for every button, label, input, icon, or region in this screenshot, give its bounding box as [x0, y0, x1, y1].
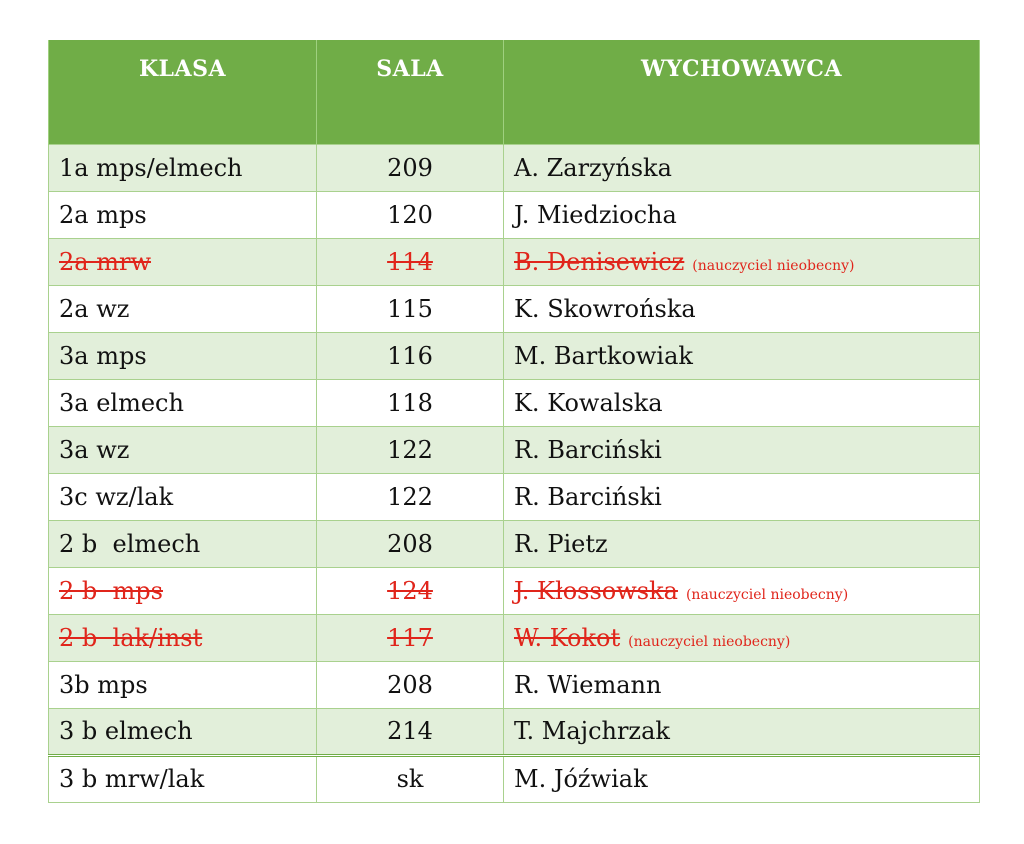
cell-wychowawca	[504, 144, 980, 191]
cell-wychowawca	[504, 379, 980, 426]
wychowawca-text: R. Barciński	[514, 435, 662, 464]
cell-klasa	[49, 473, 317, 520]
absence-note: (nauczyciel nieobecny)	[685, 586, 849, 603]
cell-wychowawca	[504, 567, 980, 614]
cell-wychowawca	[504, 661, 980, 708]
cell-sala	[317, 614, 504, 661]
sala-text: 208	[387, 529, 433, 558]
cell-klasa	[49, 144, 317, 191]
table-row	[49, 520, 980, 567]
klasa-text: 2a mps	[59, 200, 147, 229]
sala-text: 124	[387, 576, 433, 605]
table-row	[49, 285, 980, 332]
cell-klasa	[49, 755, 317, 802]
wychowawca-text: B. Denisewicz	[514, 247, 685, 276]
table-row	[49, 614, 980, 661]
table-row	[49, 661, 980, 708]
klasa-text: 3a mps	[59, 341, 147, 370]
klasa-text: 3 b mrw/lak	[59, 765, 205, 793]
table-row	[49, 379, 980, 426]
header-sala: SALA	[317, 40, 504, 144]
klasa-text: 3c wz/lak	[59, 482, 174, 511]
table-row	[49, 426, 980, 473]
cell-wychowawca	[504, 708, 980, 755]
wychowawca-text: M. Bartkowiak	[514, 341, 693, 370]
wychowawca-text: A. Zarzyńska	[514, 153, 672, 182]
klasa-text: 3a elmech	[59, 388, 184, 417]
cell-wychowawca	[504, 426, 980, 473]
wychowawca-text: R. Pietz	[514, 529, 608, 558]
sala-text: sk	[396, 765, 424, 793]
table-row	[49, 238, 980, 285]
sala-text: 120	[387, 200, 433, 229]
cell-klasa	[49, 379, 317, 426]
cell-klasa	[49, 332, 317, 379]
cell-wychowawca	[504, 520, 980, 567]
table-row	[49, 473, 980, 520]
cell-sala	[317, 567, 504, 614]
cell-sala	[317, 285, 504, 332]
wychowawca-text: J. Miedziocha	[514, 200, 677, 229]
sala-text: 117	[387, 623, 433, 652]
cell-wychowawca	[504, 191, 980, 238]
cell-sala	[317, 473, 504, 520]
cell-sala	[317, 144, 504, 191]
wychowawca-text: M. Jóźwiak	[514, 765, 648, 793]
wychowawca-text: R. Barciński	[514, 482, 662, 511]
sala-text: 122	[387, 482, 433, 511]
header-klasa: KLASA	[49, 40, 317, 144]
cell-sala	[317, 426, 504, 473]
class-room-table	[48, 40, 980, 803]
klasa-text: 3b mps	[59, 670, 148, 699]
cell-klasa	[49, 426, 317, 473]
cell-sala	[317, 238, 504, 285]
header-row	[49, 40, 980, 144]
sala-text: 208	[387, 670, 433, 699]
sala-text: 114	[387, 247, 433, 276]
table-row	[49, 191, 980, 238]
absence-note: (nauczyciel nieobecny)	[628, 633, 791, 650]
cell-sala	[317, 191, 504, 238]
klasa-text: 2 b lak/inst	[59, 623, 203, 652]
table-body	[49, 144, 980, 802]
cell-wychowawca	[504, 614, 980, 661]
klasa-text: 1a mps/elmech	[59, 153, 243, 182]
sala-text: 118	[387, 388, 433, 417]
cell-wychowawca	[504, 238, 980, 285]
sala-text: 209	[387, 153, 433, 182]
cell-klasa	[49, 238, 317, 285]
wychowawca-text: R. Wiemann	[514, 670, 662, 699]
cell-klasa	[49, 285, 317, 332]
table-row	[49, 144, 980, 191]
cell-sala	[317, 755, 504, 802]
cell-wychowawca	[504, 332, 980, 379]
wychowawca-text: W. Kokot	[514, 623, 621, 652]
klasa-text: 2a mrw	[59, 247, 151, 276]
table-row	[49, 567, 980, 614]
cell-sala	[317, 661, 504, 708]
sala-text: 214	[387, 717, 433, 745]
cell-wychowawca	[504, 755, 980, 802]
table-row	[49, 332, 980, 379]
table-row	[49, 755, 980, 802]
wychowawca-text: K. Skowrońska	[514, 294, 696, 323]
sala-text: 122	[387, 435, 433, 464]
klasa-text: 2a wz	[59, 294, 130, 323]
cell-klasa	[49, 614, 317, 661]
cell-sala	[317, 379, 504, 426]
cell-klasa	[49, 520, 317, 567]
table-row	[49, 708, 980, 755]
cell-wychowawca	[504, 285, 980, 332]
cell-sala	[317, 332, 504, 379]
table-header	[49, 40, 980, 144]
absence-note: (nauczyciel nieobecny)	[692, 257, 855, 274]
klasa-text: 3a wz	[59, 435, 130, 464]
klasa-text: 3 b elmech	[59, 717, 193, 745]
wychowawca-text: T. Majchrzak	[514, 717, 670, 745]
wychowawca-text: J. Kłossowska	[514, 576, 678, 605]
cell-sala	[317, 520, 504, 567]
cell-klasa	[49, 661, 317, 708]
sala-text: 116	[387, 341, 433, 370]
cell-klasa	[49, 708, 317, 755]
cell-klasa	[49, 191, 317, 238]
wychowawca-text: K. Kowalska	[514, 388, 663, 417]
cell-wychowawca	[504, 473, 980, 520]
sala-text: 115	[387, 294, 433, 323]
klasa-text: 2 b elmech	[59, 529, 201, 558]
cell-sala	[317, 708, 504, 755]
klasa-text: 2 b mps	[59, 576, 163, 605]
header-wychowawca: WYCHOWAWCA	[504, 40, 980, 144]
cell-klasa	[49, 567, 317, 614]
